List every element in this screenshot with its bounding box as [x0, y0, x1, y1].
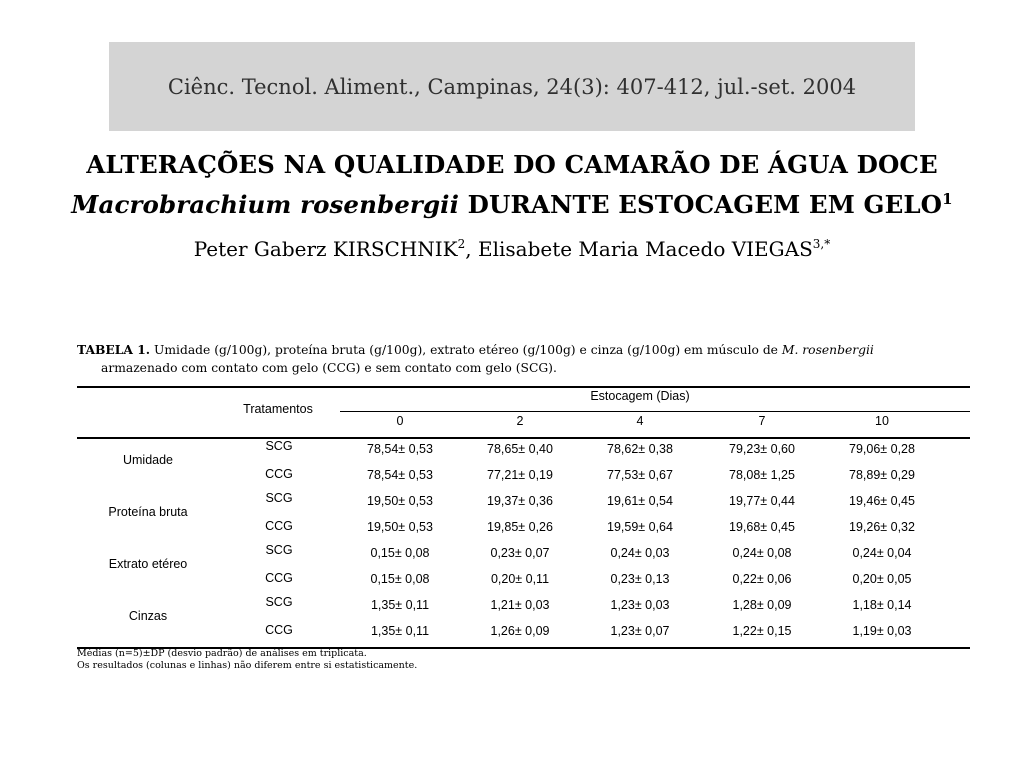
table-caption-text-2: armazenado com contato com gelo (CCG) e sem contato com gelo (SCG).: [101, 361, 557, 375]
table-cell: 1,28± 0,09: [732, 598, 792, 612]
table-cell: 77,21± 0,19: [487, 468, 553, 482]
group-label: Proteína bruta: [108, 505, 188, 519]
journal-citation: Ciênc. Tecnol. Aliment., Campinas, 24(3): 407-412, jul.-set. 2004: [167, 74, 857, 99]
table-cell: 0,15± 0,08: [370, 546, 430, 560]
group-label: Cinzas: [128, 609, 168, 623]
table-cell: 19,26± 0,32: [849, 520, 915, 534]
table-cell: 78,54± 0,53: [367, 468, 433, 482]
header-day-1: 2: [516, 414, 524, 428]
table-cell: 79,06± 0,28: [849, 442, 915, 456]
treatment-label: CCG: [265, 623, 293, 637]
table-cell: 0,20± 0,11: [490, 572, 550, 586]
table-cell: 1,35± 0,11: [370, 598, 430, 612]
table-caption-label: TABELA 1.: [77, 342, 151, 357]
table-cell: 19,68± 0,45: [729, 520, 795, 534]
treatment-label: SCG: [265, 439, 293, 453]
author-2-mark: 3,*: [812, 237, 831, 251]
header-treatments: Tratamentos: [243, 402, 313, 416]
header-day-4: 10: [875, 414, 889, 428]
table-cell: 0,23± 0,13: [610, 572, 670, 586]
table-cell: 19,50± 0,53: [367, 494, 433, 508]
table-cell: 1,35± 0,11: [370, 624, 430, 638]
table-cell: 1,18± 0,14: [852, 598, 912, 612]
header-day-2: 4: [636, 414, 644, 428]
table-cell: 19,59± 0,64: [607, 520, 673, 534]
table-caption: [77, 341, 957, 377]
table-cell: 1,19± 0,03: [852, 624, 912, 638]
author-1: Peter Gaberz KIRSCHNIK: [193, 237, 458, 261]
table-cell: 19,77± 0,44: [729, 494, 795, 508]
table-cell: 1,23± 0,03: [610, 598, 670, 612]
table-cell: 78,54± 0,53: [367, 442, 433, 456]
treatment-label: CCG: [265, 467, 293, 481]
author-2: Elisabete Maria Macedo VIEGAS: [477, 237, 813, 261]
table-cell: 78,65± 0,40: [487, 442, 553, 456]
table-cell: 0,20± 0,05: [852, 572, 912, 586]
treatment-label: CCG: [265, 519, 293, 533]
table-cell: 19,61± 0,54: [607, 494, 673, 508]
title-line-2-rest: DURANTE ESTOCAGEM EM GELO: [459, 190, 943, 219]
table-cell: 19,85± 0,26: [487, 520, 553, 534]
group-label: Extrato etéreo: [108, 557, 188, 571]
table-footnote-2: Os resultados (colunas e linhas) não diferem entre si estatisticamente.: [77, 660, 418, 671]
table-cell: 0,15± 0,08: [370, 572, 430, 586]
table-cell: 79,23± 0,60: [729, 442, 795, 456]
table-cell: 1,26± 0,09: [490, 624, 550, 638]
table-cell: 0,23± 0,07: [490, 546, 550, 560]
table-caption-species: M. rosenbergii: [781, 343, 874, 357]
header-day-0: 0: [396, 414, 404, 428]
table-caption-text-1: Umidade (g/100g), proteína bruta (g/100g), extrato etéreo (g/100g) e cinza (g/100g) em músculo de: [150, 343, 782, 357]
author-separator: ,: [465, 237, 478, 261]
group-label: Umidade: [122, 453, 174, 467]
table-cell: 1,23± 0,07: [610, 624, 670, 638]
table-cell: 19,46± 0,45: [849, 494, 915, 508]
table-cell: 78,62± 0,38: [607, 442, 673, 456]
header-storage-days: Estocagem (Dias): [590, 389, 690, 403]
table-cell: 77,53± 0,67: [607, 468, 673, 482]
table-cell: 0,24± 0,04: [852, 546, 912, 560]
author-line: [0, 237, 1024, 261]
table-header-rule: [77, 437, 970, 439]
treatment-label: SCG: [265, 491, 293, 505]
header-day-3: 7: [758, 414, 766, 428]
table-cell: 19,37± 0,36: [487, 494, 553, 508]
table-top-rule: [77, 386, 970, 388]
title-species: Macrobrachium rosenbergii: [71, 190, 459, 219]
title-footnote-mark: 1: [942, 190, 953, 208]
treatment-label: SCG: [265, 595, 293, 609]
table-cell: 0,24± 0,03: [610, 546, 670, 560]
table-cell: 0,24± 0,08: [732, 546, 792, 560]
title-line-1: ALTERAÇÕES NA QUALIDADE DO CAMARÃO DE ÁGUA DOCE: [86, 150, 938, 179]
table-cell: 78,08± 1,25: [729, 468, 795, 482]
table-storage-rule: [340, 411, 970, 412]
table-cell: 1,22± 0,15: [732, 624, 792, 638]
article-title-line-2: [0, 190, 1024, 219]
table-footnote-1: Médias (n=5)±DP (desvio padrão) de análises em triplicata.: [77, 648, 367, 659]
article-title-line-1: [0, 150, 1024, 179]
author-1-mark: 2: [457, 237, 466, 251]
treatment-label: CCG: [265, 571, 293, 585]
table-cell: 1,21± 0,03: [490, 598, 550, 612]
treatment-label: SCG: [265, 543, 293, 557]
table-cell: 19,50± 0,53: [367, 520, 433, 534]
journal-citation-banner: [109, 42, 915, 131]
table-cell: 0,22± 0,06: [732, 572, 792, 586]
table-cell: 78,89± 0,29: [849, 468, 915, 482]
